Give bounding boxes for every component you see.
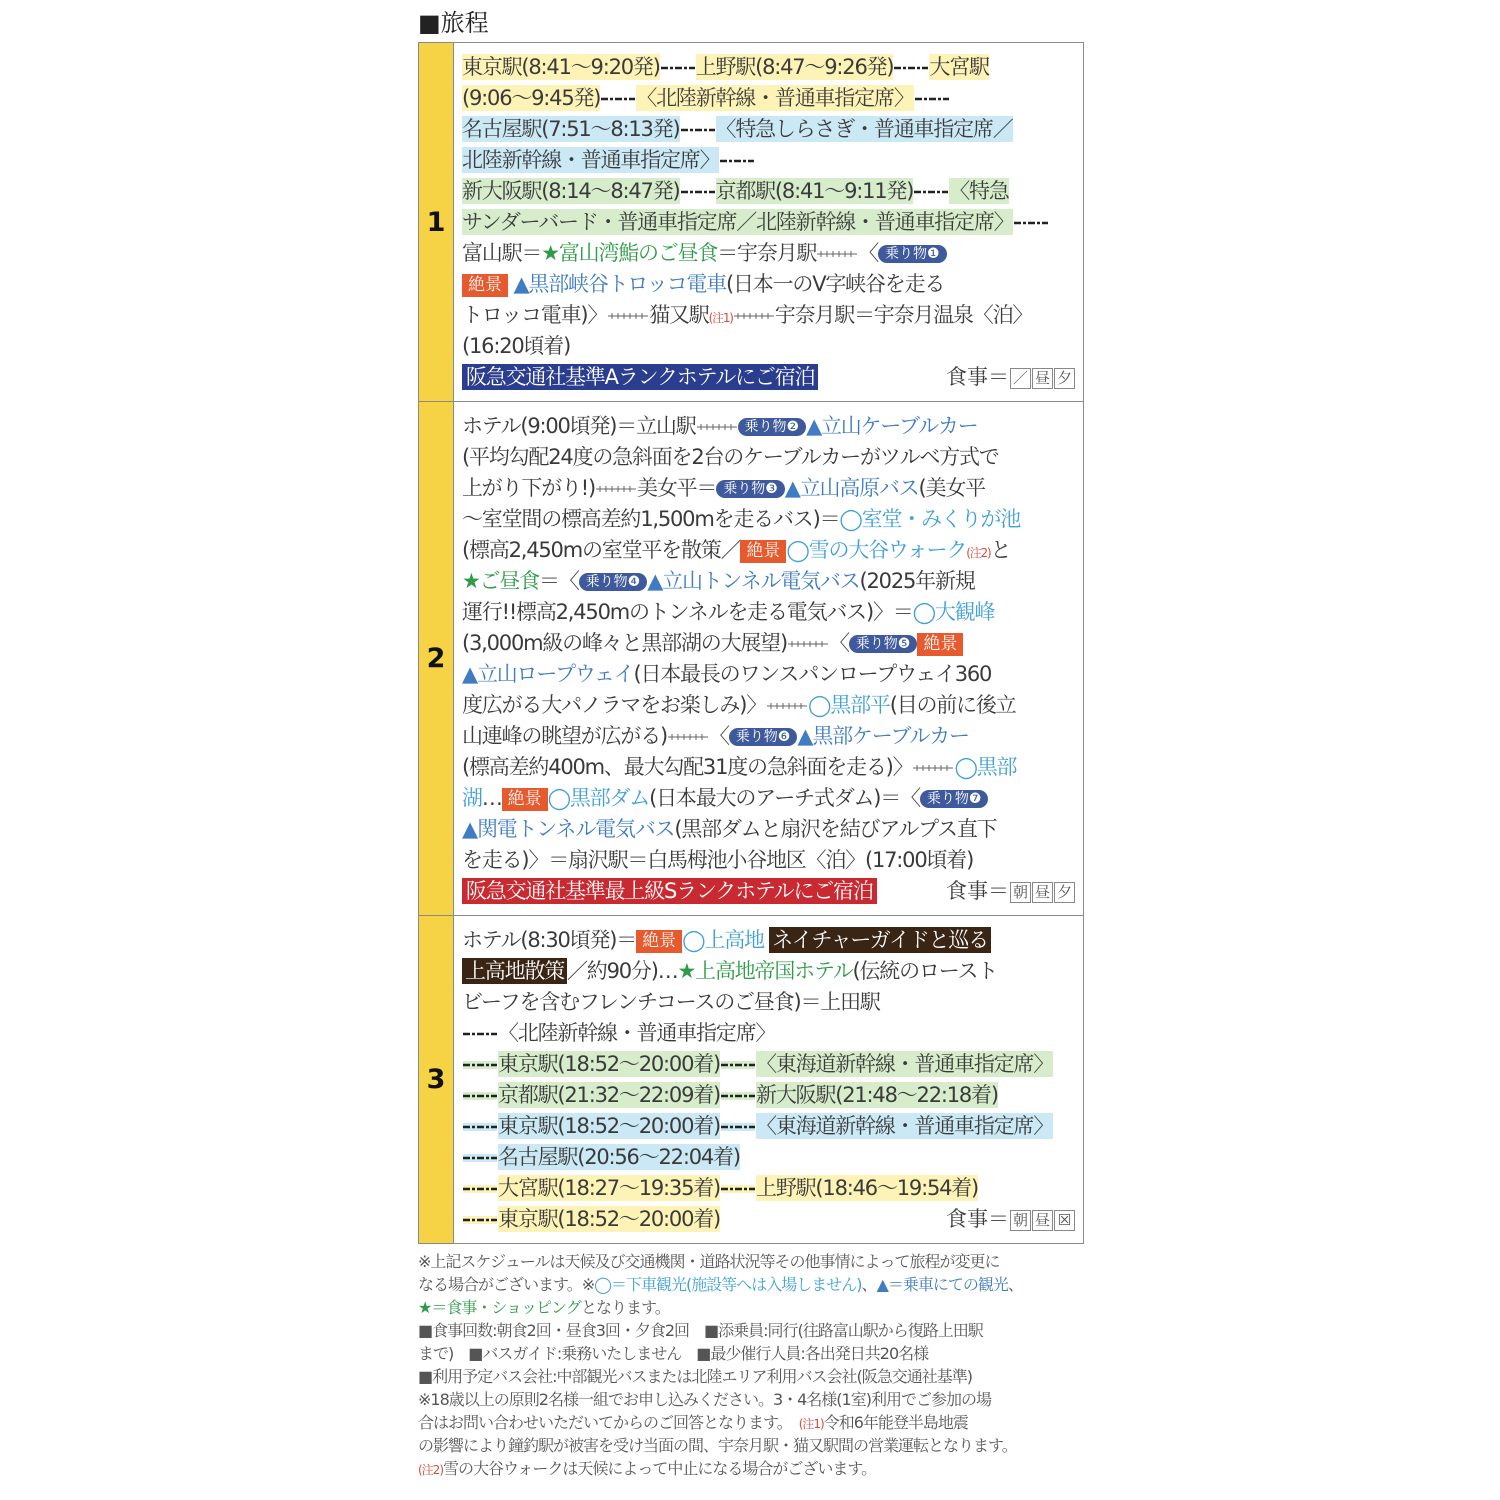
itinerary-text: 富山駅＝ (462, 241, 542, 265)
vehicle-badge: 乗り物❶ (878, 245, 947, 263)
meal-label: 食事＝ (946, 879, 1009, 903)
itinerary-text: (2025年新規 (859, 569, 975, 593)
vehicle-badge: 乗り物❸ (716, 480, 785, 498)
itinerary-text: ▲関電トンネル電気バス (462, 817, 675, 841)
itinerary-text: ▲黒部ケーブルカー (797, 724, 969, 748)
itinerary-text: 〈特急しらさぎ・普通車指定席／ (715, 117, 1013, 141)
itinerary-line (462, 1142, 1075, 1173)
itinerary-text: 京都駅(21:32〜22:09着) (498, 1083, 721, 1107)
itinerary-line (462, 300, 1075, 331)
note-line (418, 1411, 1086, 1434)
day-content (454, 43, 1083, 401)
day-number: 2 (419, 402, 454, 915)
itinerary-text: ★ご昼食 (462, 569, 540, 593)
note-line (418, 1296, 1086, 1319)
note-line (418, 1273, 1086, 1296)
itinerary-line (462, 721, 1075, 752)
vehicle-badge: 乗り物❹ (579, 573, 648, 591)
train-route-icon (721, 1061, 755, 1069)
meal-info (946, 362, 1075, 393)
vehicle-badge: 乗り物❷ (738, 418, 807, 436)
note-text: ※18歳以上の原則2名様一組でお申し込みください。3・4名様(1室)利用でご参加の場 (418, 1390, 991, 1409)
meal-box: 昼 (1032, 882, 1053, 903)
itinerary-text: ネイチャーガイドと巡る (769, 927, 991, 953)
itinerary-text: 〈東海道新幹線・普通車指定席〉 (756, 1114, 1054, 1138)
train-route-icon (601, 95, 635, 103)
itinerary-text: ◯黒部平 (808, 693, 890, 717)
itinerary-text: ▲立山ロープウェイ (462, 662, 634, 686)
itinerary-text: (標高2,450mの室堂平を散策／ (462, 538, 741, 562)
scenic-badge: 絶景 (636, 930, 682, 953)
itinerary-text: (標高差約400m、最大勾配31度の急斜面を走る)〉 (462, 755, 913, 779)
note-text: まで) ■バスガイド:乗務いたしません ■最少催行人員:各出発日共20名様 (418, 1344, 929, 1363)
itinerary-text: ▲立山ケーブルカー (806, 414, 978, 438)
itinerary-text: ビーフを含むフレンチコースのご昼食)＝上田駅 (462, 990, 880, 1014)
hotel-banner: 阪急交通社基準最上級Sランクホテルにご宿泊 (462, 878, 877, 904)
meal-box: 朝 (1010, 1210, 1031, 1231)
meal-label: 食事＝ (946, 1207, 1009, 1231)
hotel-banner: 阪急交通社基準Aランクホテルにご宿泊 (462, 364, 818, 390)
note-text: ※上記スケジュールは天候及び交通機関・道路状況等その他事情によって旅程が変更に (418, 1252, 1000, 1271)
cable-route-icon (596, 485, 636, 493)
train-route-icon (463, 1216, 497, 1224)
itinerary-line (462, 783, 1075, 814)
train-route-icon (894, 64, 928, 72)
scenic-badge: 絶景 (462, 274, 508, 297)
meal-box: 昼 (1032, 1210, 1053, 1231)
itinerary-text: 〈 (709, 724, 729, 748)
cable-route-icon (788, 640, 828, 648)
note-text: 、 (861, 1275, 877, 1294)
cable-route-icon (697, 423, 737, 431)
meal-label: 食事＝ (946, 365, 1009, 389)
meal-box: 朝 (1010, 882, 1031, 903)
train-route-icon (720, 157, 754, 165)
itinerary-text: ★富山湾鮨のご昼食 (541, 241, 718, 265)
itinerary-text: (日本最大のアーチ式ダム)＝〈 (649, 786, 920, 810)
cable-route-icon (817, 250, 857, 258)
itinerary-text: ◯大観峰 (912, 600, 995, 624)
itinerary-text: 大宮駅(18:27〜19:35着) (498, 1176, 721, 1200)
note-line (418, 1250, 1086, 1273)
itinerary-line (462, 845, 1075, 876)
note-line (418, 1319, 1086, 1342)
itinerary-text: ▲黒部峡谷トロッコ電車 (508, 272, 727, 296)
itinerary-line (462, 566, 1075, 597)
itinerary-text: 上野駅(18:46〜19:54着) (756, 1176, 979, 1200)
cable-route-icon (668, 733, 708, 741)
itinerary-line (462, 1080, 1075, 1111)
itinerary-text: 東京駅(18:52〜20:00着) (498, 1207, 721, 1231)
itinerary-line (462, 114, 1075, 145)
note-text: ■利用予定バス会社:中部観光バスまたは北陸エリア利用バス会社(阪急交通社基準) (418, 1367, 972, 1386)
itinerary-line (462, 362, 1075, 393)
day-number: 1 (419, 43, 454, 401)
cable-route-icon (734, 312, 774, 320)
itinerary-line (462, 987, 1075, 1018)
itinerary-text: (3,000m級の峰々と黒部湖の大展望) (462, 631, 787, 655)
itinerary-line (462, 925, 1075, 956)
itinerary-text: ◯黒部ダム (547, 786, 650, 810)
itinerary-line (462, 1049, 1075, 1080)
itinerary-line (462, 331, 1075, 362)
itinerary-text: (16:20頃着) (462, 334, 571, 358)
note-text: となります。 (581, 1298, 670, 1317)
itinerary-text: (日本一のV字峡谷を走る (726, 272, 945, 296)
train-route-icon (681, 188, 715, 196)
train-route-icon (915, 95, 949, 103)
itinerary-text: を走る)〉＝扇沢駅＝白馬栂池小谷地区〈泊〉(17:00頃着) (462, 848, 974, 872)
itinerary-line (462, 690, 1075, 721)
day-content (454, 402, 1083, 915)
itinerary-text: 北陸新幹線・普通車指定席〉 (462, 148, 720, 172)
note-line (418, 1457, 1086, 1480)
itinerary-text: (日本最長のワンスパンロープウェイ360 (633, 662, 992, 686)
train-route-icon (914, 188, 948, 196)
train-route-icon (721, 1123, 755, 1131)
itinerary-text: 東京駅(8:41〜9:20発) (462, 55, 660, 79)
cable-route-icon (767, 702, 807, 710)
itinerary-text: 〈 (858, 241, 879, 265)
itinerary-line (462, 535, 1075, 566)
note-text: ★＝食事・ショッピング (418, 1298, 582, 1317)
meal-box: ☒ (1054, 1210, 1075, 1231)
itinerary-text: 宇奈月駅＝宇奈月温泉〈泊〉 (774, 303, 1033, 327)
train-route-icon (721, 1185, 755, 1193)
train-route-icon (463, 1185, 497, 1193)
note-line (418, 1365, 1086, 1388)
day-row (419, 401, 1083, 915)
itinerary-text: 美女平＝ (637, 476, 717, 500)
itinerary-line (462, 659, 1075, 690)
itinerary-text: (美女平 (918, 476, 985, 500)
itinerary-line (462, 1204, 1075, 1235)
itinerary-line (462, 238, 1075, 269)
itinerary-text: 新大阪駅(21:48〜22:18着) (756, 1083, 998, 1107)
itinerary-text: ホテル(9:00頃発)＝立山駅 (462, 414, 696, 438)
itinerary-text: ▲立山高原バス (784, 476, 919, 500)
train-route-icon (463, 1154, 497, 1162)
itinerary-text: (注1) (708, 311, 733, 325)
itinerary-text: ＝宇奈月駅 (717, 241, 817, 265)
itinerary-line (462, 1018, 1075, 1049)
itinerary-line (462, 269, 1075, 300)
itinerary-line (462, 442, 1075, 473)
vehicle-badge: 乗り物❼ (920, 790, 989, 808)
itinerary-text: ＝〈 (539, 569, 579, 593)
itinerary-line (462, 145, 1075, 176)
itinerary-text: 度広がる大パノラマをお楽しみ)〉 (462, 693, 766, 717)
scenic-badge: 絶景 (917, 633, 963, 656)
itinerary-text: … (481, 786, 502, 810)
itinerary-text: 京都駅(8:41〜9:11発) (715, 179, 914, 203)
section-title: ■旅程 (418, 9, 489, 37)
day-row (419, 915, 1083, 1243)
itinerary-line (462, 876, 1075, 907)
itinerary-text: ★上高地帝国ホテル (677, 959, 853, 983)
day-content (454, 916, 1083, 1243)
note-line (418, 1342, 1086, 1365)
itinerary-text: 〈特急 (949, 179, 1009, 203)
itinerary-text: 大宮駅 (929, 55, 989, 79)
itinerary-line (462, 83, 1075, 114)
itinerary-text: 名古屋駅(20:56〜22:04着) (498, 1145, 740, 1169)
itinerary-line (462, 176, 1075, 207)
itinerary-text: (伝統のロースト (852, 959, 998, 983)
note-line (418, 1388, 1086, 1411)
cable-route-icon (913, 764, 953, 772)
itinerary-text: ◯上高地 (682, 928, 764, 952)
itinerary-line (462, 628, 1075, 659)
itinerary-text: 山連峰の眺望が広がる) (462, 724, 667, 748)
itinerary-line (462, 52, 1075, 83)
itinerary-text: ◯黒部 (954, 755, 1017, 779)
note-text: ■食事回数:朝食2回・昼食3回・夕食2回 ■添乗員:同行(往路富山駅から復路上田駅 (418, 1321, 983, 1340)
itinerary-line (462, 504, 1075, 535)
scenic-badge: 絶景 (740, 540, 786, 563)
day-number: 3 (419, 916, 454, 1243)
day-row (419, 43, 1083, 401)
itinerary-text: ◯雪の大谷ウォーク (786, 538, 967, 562)
itinerary-text: ▲立山トンネル電気バス (647, 569, 860, 593)
vehicle-badge: 乗り物❺ (849, 635, 918, 653)
note-text: 合はお問い合わせいただいてからのご回答となります。 (418, 1413, 799, 1432)
itinerary-text: 上野駅(8:47〜9:26発) (695, 55, 894, 79)
meal-box: 昼 (1032, 368, 1053, 389)
train-route-icon (721, 1092, 755, 1100)
itinerary-line (462, 207, 1075, 238)
train-route-icon (463, 1061, 497, 1069)
note-text: ▲＝乗車にての観光 (876, 1275, 1008, 1294)
vehicle-badge: 乗り物❻ (729, 728, 798, 746)
scenic-badge: 絶景 (502, 788, 548, 811)
meal-box: 夕 (1054, 368, 1075, 389)
itinerary-line (462, 814, 1075, 845)
note-text: ◯＝下車観光(施設等へは入場しません) (594, 1275, 862, 1294)
itinerary-text: 新大阪駅(8:14〜8:47発) (462, 179, 680, 203)
note-text: なる場合がございます。※ (418, 1275, 595, 1294)
itinerary-text: 運行!!標高2,450mのトンネルを走る電気バス)〉＝ (462, 600, 913, 624)
train-route-icon (463, 1123, 497, 1131)
note-text: の影響により鐘釣駅が被害を受け当面の間、宇奈月駅・猫又駅間の営業運転となります。 (418, 1436, 1017, 1455)
itinerary-text: 上高地散策 (462, 958, 567, 984)
itinerary-text: と (990, 538, 1011, 562)
note-text: (注1) (798, 1417, 824, 1431)
train-route-icon (463, 1030, 497, 1038)
itinerary-table (418, 42, 1084, 1244)
itinerary-text: 東京駅(18:52〜20:00着) (498, 1114, 721, 1138)
itinerary-text: 名古屋駅(7:51〜8:13発) (462, 117, 680, 141)
itinerary-text: 東京駅(18:52〜20:00着) (498, 1052, 721, 1076)
meal-info (946, 1204, 1075, 1235)
itinerary-line (462, 956, 1075, 987)
note-text: 雪の大谷ウォークは天候によって中止になる場合がございます。 (443, 1459, 877, 1478)
itinerary-text: (注2) (966, 546, 991, 560)
itinerary-line (462, 473, 1075, 504)
itinerary-text: ／約90分)… (567, 959, 678, 983)
note-text: 令和6年能登半島地震 (823, 1413, 968, 1432)
train-route-icon (463, 1092, 497, 1100)
cable-route-icon (608, 312, 648, 320)
itinerary-text: 〈 (828, 631, 849, 655)
itinerary-text: 〈北陸新幹線・普通車指定席〉 (498, 1021, 776, 1045)
meal-info (946, 876, 1075, 907)
itinerary-text: ◯室堂・みくりが池 (839, 507, 1021, 531)
train-route-icon (1014, 219, 1048, 227)
itinerary-text: (9:06〜9:45発) (462, 86, 601, 110)
itinerary-text: サンダーバード・普通車指定席／北陸新幹線・普通車指定席〉 (462, 210, 1014, 234)
itinerary-line (462, 411, 1075, 442)
itinerary-text: (黒部ダムと扇沢を結びアルプス直下 (674, 817, 997, 841)
itinerary-line (462, 752, 1075, 783)
itinerary-line (462, 597, 1075, 628)
notes-block (418, 1250, 1086, 1480)
itinerary-text: 〈東海道新幹線・普通車指定席〉 (756, 1052, 1054, 1076)
meal-box: ／ (1010, 368, 1031, 389)
train-route-icon (661, 64, 695, 72)
note-text: 、 (1007, 1275, 1023, 1294)
itinerary-text: 〈北陸新幹線・普通車指定席〉 (636, 86, 914, 110)
train-route-icon (681, 126, 715, 134)
itinerary-text: 湖 (462, 786, 482, 810)
itinerary-text: (目の前に後立 (889, 693, 1016, 717)
itinerary-text: 上がり下がり!) (462, 476, 596, 500)
itinerary-line (462, 1173, 1075, 1204)
itinerary-line (462, 1111, 1075, 1142)
itinerary-text: 〜室堂間の標高差約1,500mを走るバス)＝ (462, 507, 840, 531)
itinerary-text: ホテル(8:30頃発)＝ (462, 928, 637, 952)
itinerary-text: トロッコ電車)〉 (462, 303, 608, 327)
itinerary-text: 猫又駅 (649, 303, 709, 327)
meal-box: 夕 (1054, 882, 1075, 903)
note-text: (注2) (418, 1463, 443, 1477)
note-line (418, 1434, 1086, 1457)
itinerary-text: (平均勾配24度の急斜面を2台のケーブルカーがツルベ方式で (462, 445, 999, 469)
